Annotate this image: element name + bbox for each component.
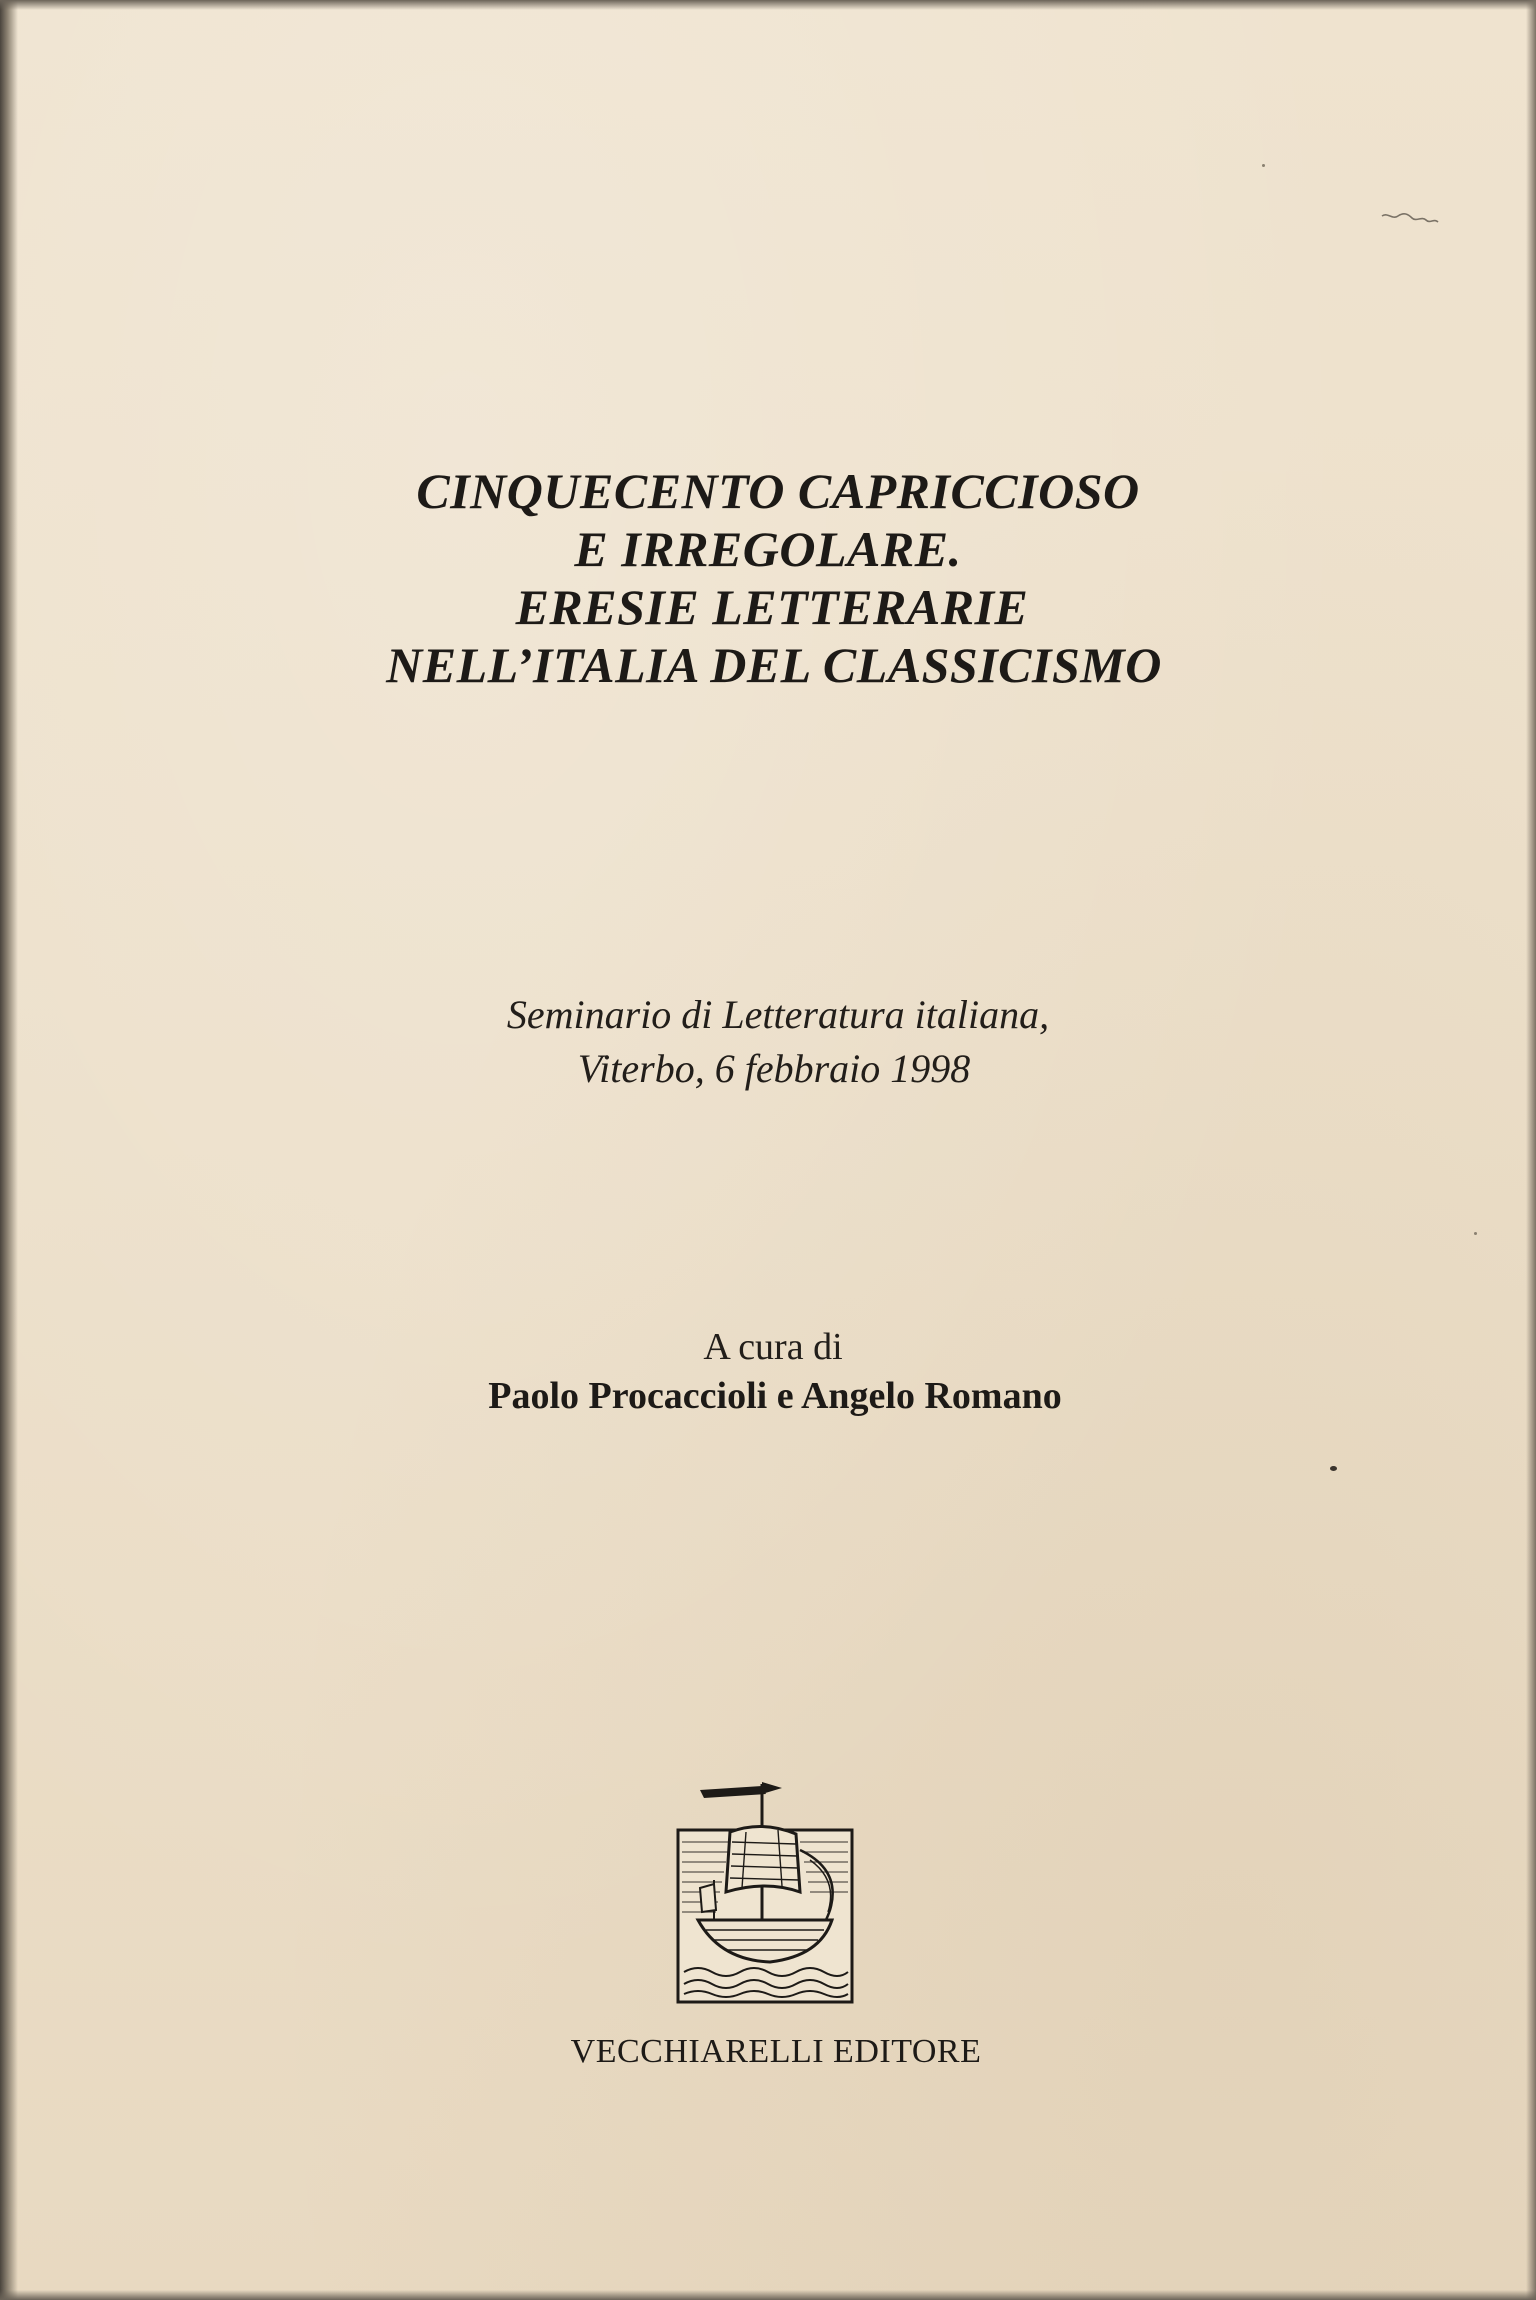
book-title xyxy=(0,462,1536,694)
title-line: ERESIE LETTERARIE xyxy=(515,579,1029,635)
editors-names: Paolo Procaccioli e Angelo Romano xyxy=(488,1375,1062,1417)
paper-speck xyxy=(1330,1466,1337,1471)
subtitle-line: Seminario di Letteratura italiana, xyxy=(506,992,1050,1037)
bottom-edge-shadow xyxy=(0,2290,1536,2300)
top-edge-shadow xyxy=(0,0,1536,10)
book-subtitle xyxy=(0,988,1536,1096)
editors-label: A cura di xyxy=(703,1326,843,1368)
paper-speck xyxy=(1474,1232,1477,1235)
right-edge-shadow xyxy=(1526,0,1536,2300)
spine-shadow xyxy=(0,0,18,2300)
title-line: CINQUECENTO CAPRICCIOSO xyxy=(416,463,1140,519)
paper-speck xyxy=(1262,164,1265,167)
ship-emblem-icon xyxy=(670,1780,860,2010)
title-line: E IRREGOLARE. xyxy=(574,521,962,577)
subtitle-line: Viterbo, 6 febbraio 1998 xyxy=(577,1046,971,1091)
publisher-name: VECCHIARELLI EDITORE xyxy=(570,2033,982,2070)
title-line: NELL’ITALIA DEL CLASSICISMO xyxy=(386,637,1162,693)
pencil-mark-icon xyxy=(1380,206,1440,230)
